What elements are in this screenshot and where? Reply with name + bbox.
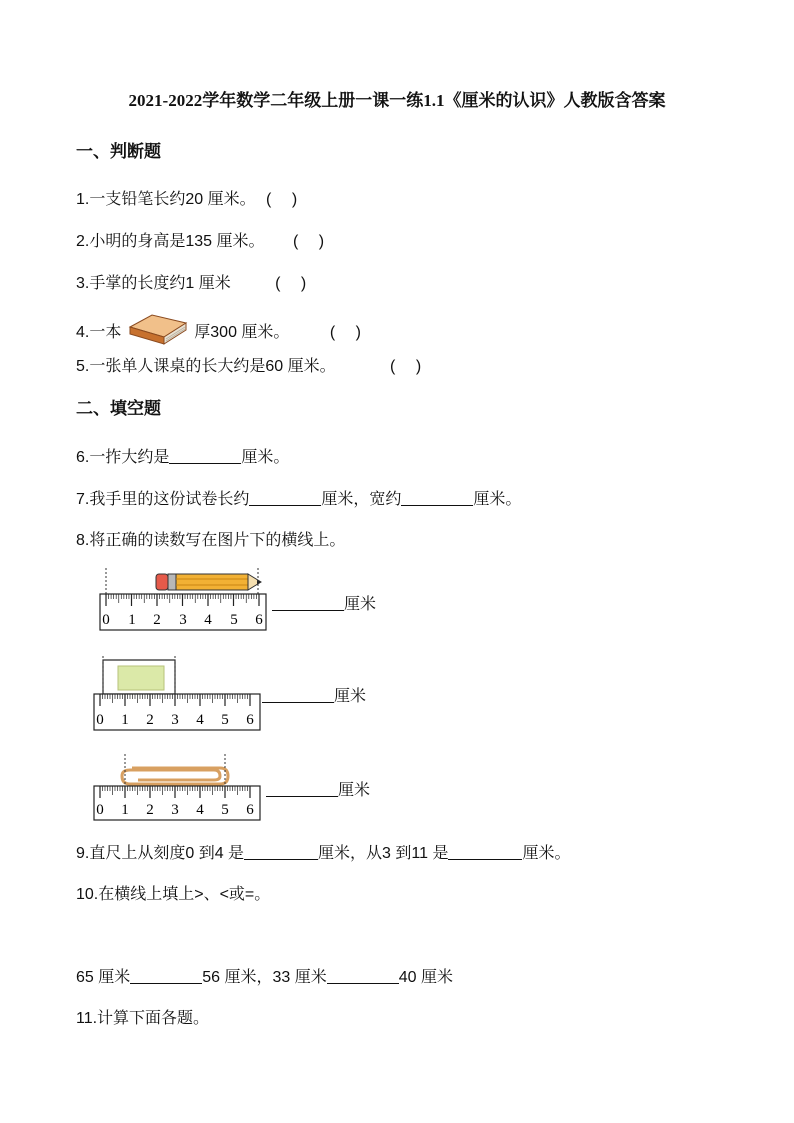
question-7-text-post: 厘米。 [473, 491, 522, 508]
answer-blank[interactable] [169, 449, 241, 464]
answer-blank-length[interactable] [249, 491, 321, 506]
paper-clip-image [122, 754, 228, 788]
question-8: 8.将正确的读数写在图片下的横线上。 [76, 532, 346, 549]
tick-label: 4 [204, 612, 212, 628]
tick-label: 6 [246, 802, 254, 818]
unit-label: 厘米 [344, 596, 377, 613]
question-4-text-pre: 4.一本 [76, 324, 122, 341]
ruler-3-answer [266, 777, 370, 800]
tick-label: 6 [246, 712, 254, 728]
tick-label: 5 [221, 802, 229, 818]
question-1 [76, 186, 297, 209]
compare-item-a: 65 厘米 [76, 969, 131, 986]
page-title: 2021-2022学年数学二年级上册一课一练1.1《厘米的认识》人教版含答案 [128, 91, 666, 110]
answer-blank[interactable] [244, 845, 318, 860]
answer-blank[interactable] [272, 596, 344, 611]
answer-blank[interactable] [130, 969, 202, 984]
unit-label: 厘米 [338, 782, 371, 799]
question-10: 10.在横线上填上>、<或=。 [76, 886, 271, 903]
tick-label: 0 [96, 802, 104, 818]
question-9 [76, 840, 570, 863]
section-heading-fill-in: 二、填空题 [76, 399, 161, 418]
tick-label: 5 [221, 712, 229, 728]
eraser-image [103, 656, 175, 694]
question-6-text-post: 厘米。 [241, 449, 290, 466]
compare-item-c: 40 厘米 [398, 969, 453, 986]
tick-label: 3 [171, 802, 179, 818]
tick-label: 2 [146, 712, 154, 728]
answer-paren[interactable]: ( ) [266, 191, 298, 208]
tick-label: 3 [179, 612, 187, 628]
question-5 [76, 353, 421, 376]
question-7 [76, 486, 521, 509]
tick-label: 0 [102, 612, 110, 628]
question-3-text: 3.手掌的长度约1 厘米 [76, 275, 231, 292]
answer-paren[interactable]: ( ) [292, 233, 325, 250]
question-9-text-pre: 9.直尺上从刻度0 到4 是 [76, 845, 245, 862]
question-4-text-post: 厚300 厘米。 [194, 324, 290, 341]
answer-blank[interactable] [262, 688, 334, 703]
ruler-pencil-figure [96, 566, 268, 632]
question-1-text: 1.一支铅笔长约20 厘米。 [76, 191, 256, 208]
question-5-text: 5.一张单人课桌的长大约是60 厘米。 [76, 358, 336, 375]
tick-label: 6 [255, 612, 263, 628]
pencil-image [106, 568, 261, 594]
unit-label: 厘米 [334, 688, 367, 705]
tick-label: 5 [230, 612, 238, 628]
answer-paren[interactable]: ( ) [390, 358, 422, 375]
answer-blank[interactable] [266, 782, 338, 797]
ruler-1-answer [272, 591, 376, 614]
answer-blank[interactable] [327, 969, 399, 984]
answer-blank-width[interactable] [401, 491, 473, 506]
answer-paren[interactable]: ( ) [275, 275, 307, 292]
tick-label: 3 [171, 712, 179, 728]
question-10-items [76, 964, 453, 987]
tick-label: 1 [128, 612, 136, 628]
question-6 [76, 444, 289, 467]
book-image [128, 311, 188, 347]
tick-label: 1 [121, 802, 129, 818]
question-4 [76, 311, 361, 347]
question-7-text-pre: 7.我手里的这份试卷长约 [76, 491, 250, 508]
tick-label: 0 [96, 712, 104, 728]
answer-blank[interactable] [448, 845, 522, 860]
ruler-eraser-figure [90, 654, 262, 732]
tick-label: 2 [146, 802, 154, 818]
question-2-text: 2.小明的身高是135 厘米。 [76, 233, 265, 250]
tick-label: 2 [153, 612, 161, 628]
ruler-2-answer [262, 683, 366, 706]
question-7-text-mid: 厘米，宽约 [321, 491, 402, 508]
question-9-text-mid: 厘米，从3 到11 是 [318, 845, 449, 862]
tick-label: 4 [196, 712, 204, 728]
ruler-clip-figure [90, 748, 262, 822]
question-6-text-pre: 6.一拃大约是 [76, 449, 170, 466]
question-9-text-post: 厘米。 [522, 845, 571, 862]
section-heading-judgement: 一、判断题 [76, 142, 161, 161]
tick-label: 4 [196, 802, 204, 818]
question-11: 11.计算下面各题。 [76, 1010, 210, 1027]
answer-paren[interactable]: ( ) [329, 324, 361, 341]
tick-label: 1 [121, 712, 129, 728]
question-3 [76, 270, 306, 293]
question-2 [76, 228, 324, 251]
compare-item-b: 56 厘米，33 厘米 [202, 969, 327, 986]
